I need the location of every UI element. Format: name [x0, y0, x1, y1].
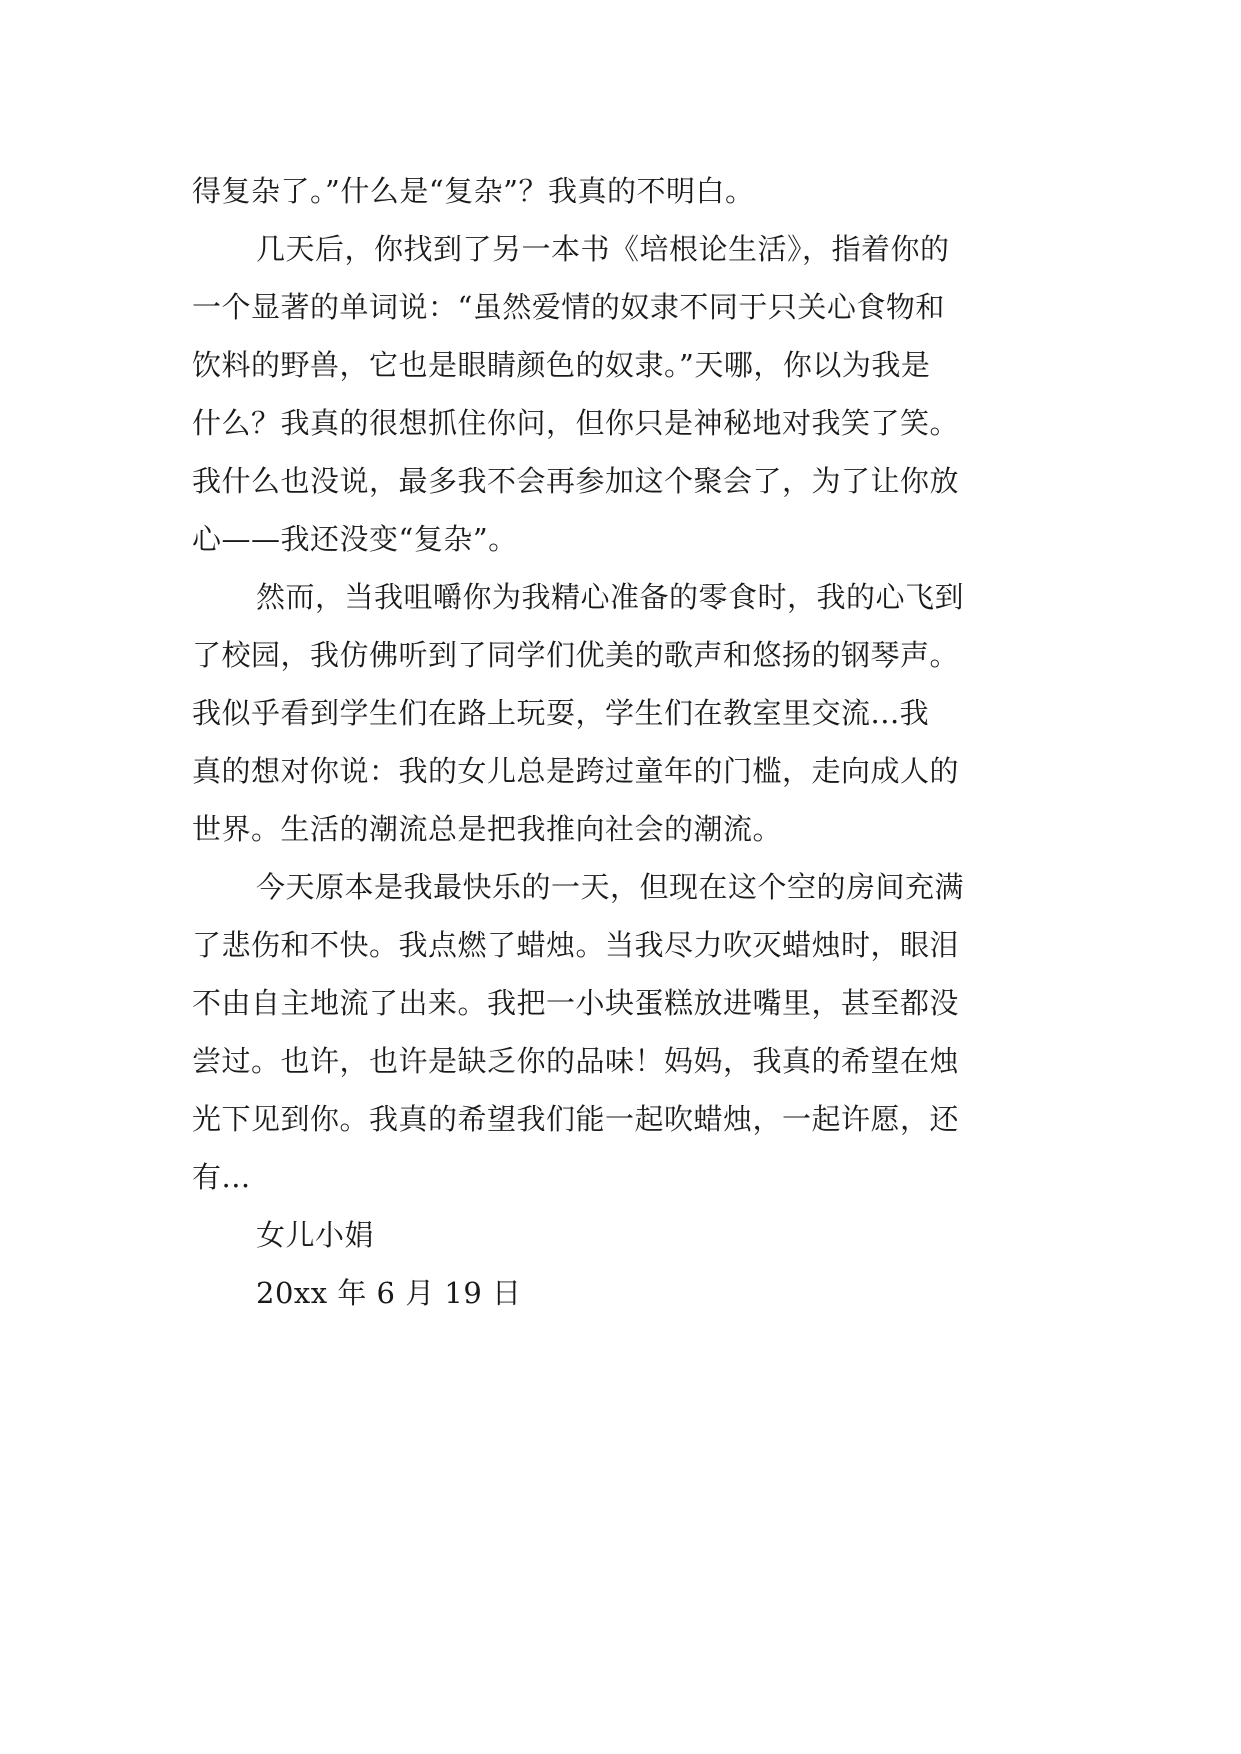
text-line: 世界。生活的潮流总是把我推向社会的潮流。 [192, 812, 783, 846]
text-line: 了校园，我仿佛听到了同学们优美的歌声和悠扬的钢琴声。 [192, 638, 960, 672]
letter-body [192, 162, 1072, 1322]
text-line: 真的想对你说：我的女儿总是跨过童年的门槛，走向成人的 [192, 754, 960, 788]
paragraph-start-line: 今天原本是我最快乐的一天，但现在这个空的房间充满 [256, 870, 965, 904]
paragraph-start-line: 然而，当我咀嚼你为我精心准备的零食时，我的心飞到 [256, 580, 965, 614]
text-line: 不由自主地流了出来。我把一小块蛋糕放进嘴里，甚至都没 [192, 986, 960, 1020]
text-line: 什么？我真的很想抓住你问，但你只是神秘地对我笑了笑。 [192, 406, 960, 440]
text-line: 我似乎看到学生们在路上玩耍，学生们在教室里交流...我 [192, 696, 930, 730]
text-line: 光下见到你。我真的希望我们能一起吹蜡烛，一起许愿，还 [192, 1102, 960, 1136]
text-line: 有... [192, 1160, 251, 1194]
text-line: 得复杂了。”什么是“复杂”？我真的不明白。 [192, 174, 755, 208]
paragraph-start-line: 几天后，你找到了另一本书《培根论生活》，指着你的 [256, 232, 950, 266]
text-line: 饮料的野兽，它也是眼睛颜色的奴隶。”天哪，你以为我是 [192, 348, 931, 382]
text-line: 我什么也没说，最多我不会再参加这个聚会了，为了让你放 [192, 464, 960, 498]
text-line: 了悲伤和不快。我点燃了蜡烛。当我尽力吹灭蜡烛时，眼泪 [192, 928, 960, 962]
text-line: 心——我还没变“复杂”。 [192, 522, 518, 556]
text-line: 一个显著的单词说：“虽然爱情的奴隶不同于只关心食物和 [192, 290, 945, 324]
date-line: 20xx 年 6 月 19 日 [256, 1276, 522, 1310]
text-line: 尝过。也许，也许是缺乏你的品味！妈妈，我真的希望在烛 [192, 1044, 960, 1078]
signature: 女儿小娟 [256, 1218, 375, 1252]
